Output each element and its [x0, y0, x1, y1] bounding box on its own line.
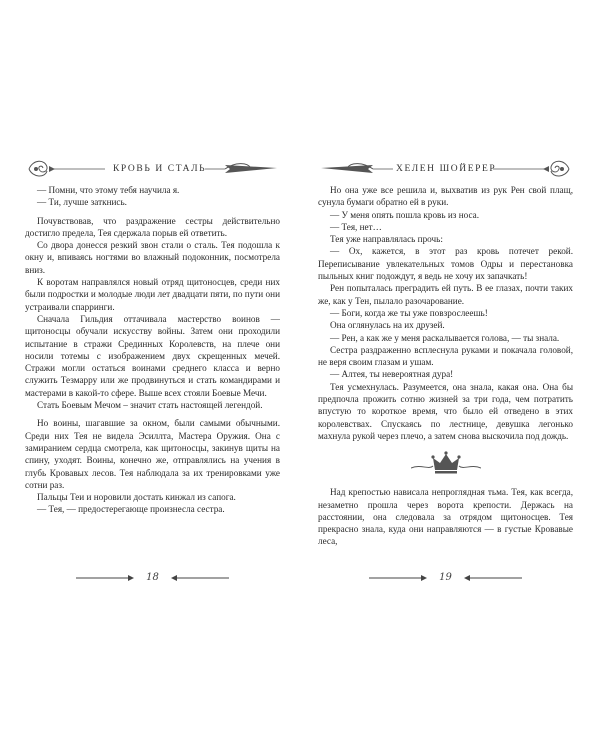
crown-divider-icon	[411, 450, 481, 476]
paragraph: Но воины, шагавшие за окном, были самыми обычными. Среди них Тея не видела Эсиллта, Мастера Оружия. Она с замиранием сердца смотрела, как щитоносцы, закинув щиты на спину, уходят. Воины, конечно же, отправлялись на учения в глубь Кровавых лесов. Тея наблюдала за их тренировками уже сотни раз.	[25, 418, 280, 490]
paragraph: Тея уже направлялась прочь:	[330, 234, 443, 245]
footer-ornament-right-icon	[169, 574, 229, 582]
left-page-number: 18	[146, 572, 159, 583]
paragraph: — Боги, когда же ты уже повзрослеешь!	[330, 307, 488, 318]
paragraph: Пальцы Теи и норовили достать кинжал из сапога.	[37, 492, 236, 503]
paragraph: Но она уже все решила и, выхватив из рук Рен свой плащ, сунула бумаги обратно ей в руки.	[318, 185, 573, 208]
paragraph: К воротам направлялся новый отряд щитоносцев, среди них были подростки и молодые люди лет двадцати пяти, по пути они устраивали спарринги.	[25, 277, 280, 312]
paragraph: — Рен, а как же у меня раскалывается голова, — ты знала.	[330, 332, 560, 343]
paragraph: Она оглянулась на их друзей.	[330, 320, 445, 331]
paragraph: Сестра раздраженно всплеснула руками и покачала головой, не веря своим глазам и ушам.	[318, 344, 573, 368]
paragraph: Рен попыталась преградить ей путь. В ее глазах, почти таких же, как у Тен, пылало разочарование.	[318, 283, 573, 306]
paragraph: Стать Боевым Мечом – значит стать настоящей легендой.	[37, 400, 263, 411]
left-body-text	[25, 184, 280, 516]
right-header-title: ХЕЛЕН ШОЙЕРЕР	[396, 164, 497, 174]
paragraph: Над крепостью нависала непроглядная тьма. Тея, как всегда, незаметно прошла через ворота крепости. Держась на расстоянии, она следовала за отрядом щитоносцев. Тея прекрасно знала, куда они направляются — в густые Кровавые леса,	[318, 487, 573, 547]
right-page-footer	[318, 572, 573, 583]
left-running-header	[25, 160, 280, 178]
paragraph: Тея усмехнулась. Разумеется, она знала, какая она. Она бы предпочла прожить сотню жизней за три года, чем потратить впустую то короткое время, что было ей отведено в этих королевствах. Спускаясь по лестнице, девушка легонько махнула рукой через плечо, а затем снова выскочила под дождь.	[318, 381, 573, 441]
left-header-title: КРОВЬ И СТАЛЬ	[113, 164, 207, 174]
right-body-text	[318, 184, 573, 548]
paragraph: Со двора донесся резкий звон стали о сталь. Тея подошла к окну и, впиваясь ногтями во влажный подоконник, посмотрела вниз.	[25, 240, 280, 275]
left-page	[25, 160, 280, 516]
paragraph: Сначала Гильдия оттачивала мастерство воинов — щитоносцы обучали искусству войны. Затем они проходили испытание в стражи Срединных Королевств, на плече они носили тотемы с изображением двух скрещенных мечей. Стражи могли остаться воинами среднего класса и верно служить Тезмарру или же продвинуться и стать командирами и мастерами в какой-то сфере. Выше всех стояли Боевые Мечи.	[25, 313, 280, 398]
paragraph: — Тея, нет…	[330, 221, 382, 232]
right-page-number: 19	[439, 572, 452, 583]
paragraph: Почувствовав, что раздражение сестры действительно достигло предела, Тея сдержала порыв ей ответить.	[25, 215, 280, 238]
paragraph: — Тея, — предостерегающе произнесла сестра.	[37, 504, 225, 515]
footer-ornament-right-icon	[462, 574, 522, 582]
paragraph: — У меня опять пошла кровь из носа.	[330, 209, 480, 220]
paragraph: — Ох, кажется, в этот раз кровь потечет рекой. Переписывание увлекательных томов Одры и перестановка пыльных книг подождут, я ведь не хочу их запачкать!	[318, 246, 573, 282]
paragraph: — Ти, лучше заткнись.	[37, 197, 127, 208]
paragraph: — Помни, что этому тебя научила я.	[37, 185, 180, 195]
footer-ornament-left-icon	[369, 574, 429, 582]
right-running-header	[318, 160, 573, 178]
left-page-footer	[25, 572, 280, 583]
footer-ornament-left-icon	[76, 574, 136, 582]
section-divider	[318, 450, 573, 476]
right-page	[318, 160, 573, 548]
paragraph: — Алтея, ты невероятная дура!	[330, 369, 454, 380]
